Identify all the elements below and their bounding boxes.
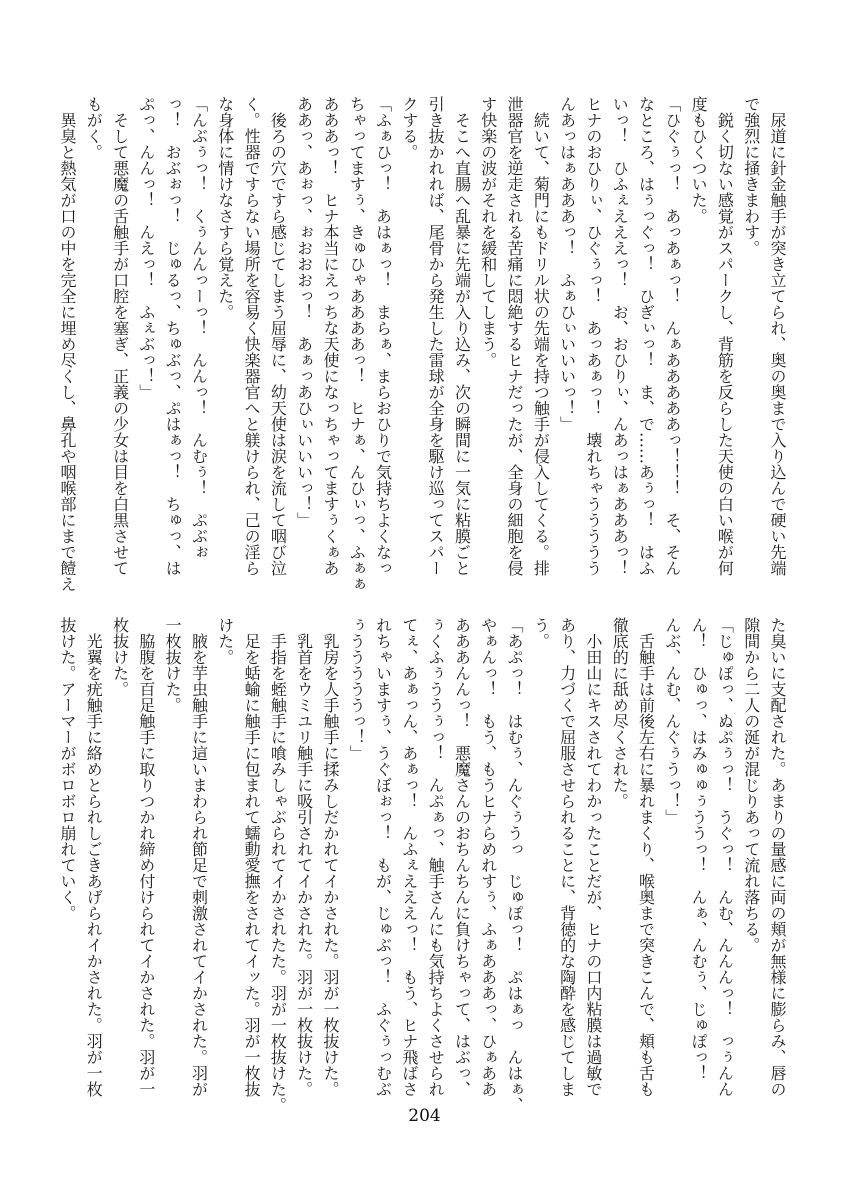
- text-column: っ！ おぶぉっ！ じゅるっ、ちゅぶっ、ぷはぁっ！ ちゅっ、は: [163, 96, 183, 576]
- text-column: やぁんっ！ もう、もうヒナらめれすぅ、ふぁあああっ、ひぁああ: [478, 617, 498, 1097]
- text-column: てぇ、あぁっん、あぁっ！ んふぇえええっ！ もう、ヒナ飛ばさ: [399, 617, 419, 1097]
- text-column: 光翼を疣触手に絡めとられしごきあげられイかされた。羽が一枚: [84, 617, 104, 1097]
- text-column: ヒナのおひりぃ、ひぐぅっ！ あっあぁっ！ 壊れちゃううううう: [583, 96, 603, 576]
- text-column: んあっはぁあああっ！ ふぁひぃいいいっ！」: [557, 96, 577, 432]
- text-column: もがく。: [84, 96, 104, 160]
- text-column: 手指を蛭触手に喰みしゃぶられてイかされたた。羽が一枚抜けた。: [268, 617, 288, 1113]
- text-column: 泄器官を逆走される苦痛に悶絶するヒナだったが、全身の細胞を侵: [505, 96, 525, 576]
- text-column: けた。: [215, 617, 235, 665]
- text-column: す快楽の波がそれを緩和してしまう。: [478, 96, 498, 368]
- text-column: ぅくふぅううぅっ！ んぷぁっ、触手さんにも気持ちよくさせられ: [426, 617, 446, 1097]
- text-column: ああっ、あぉっ、ぉおおおっ！ あぁっあひぃいいいっ！」: [294, 96, 314, 528]
- text-column: 抜けた。アーマーがボロボロ崩れていく。: [57, 617, 77, 921]
- text-column: そして悪魔の舌触手が口腔を塞ぎ、正義の少女は目を白黒させて: [110, 96, 130, 576]
- text-column: いっ！ ひふぇえええっ！ お、おひりぃ、んあっはぁあああっ！: [610, 96, 630, 576]
- text-column: れちゃいますぅ、うぐぼぉっ！ もが、じゅぶっ！ ふぐぅっむぶ: [373, 617, 393, 1097]
- text-column: 度もひくついた。: [689, 96, 709, 224]
- text-column: 異臭と熱気が口の中を完全に埋め尽くし、鼻孔や咽喉部にまで饐え: [57, 96, 77, 592]
- text-column: 続いて、菊門にもドリル状の先端を持つ触手が侵入してくる。排: [531, 96, 551, 576]
- text-column: ぅうううううっ！」: [347, 617, 367, 761]
- text-column: 「ひぐぅっ！ あっあぁっ！ んぁあああああっ！！！ そ、そん: [662, 96, 682, 576]
- text-column: 乳首をウミユリ触手に吸引されてイかされた。羽が一枚抜けた。: [294, 617, 314, 1097]
- text-column: あり、力づくで屈服させられることに、背徳的な陶酔を感じてしま: [557, 617, 577, 1097]
- text-column: 舌触手は前後左右に暴れまくり、喉奥まで突きこんで、頬も舌も: [636, 617, 656, 1097]
- text-column: く。性器ですらない場所を容易く快楽器官へと躾けられ、己の淫ら: [242, 96, 262, 576]
- text-column: 「じゅぽっ、ぬぷぅっ！ うぐっ！ んむ、んんんっ！ っぅんん: [715, 617, 735, 1097]
- text-column: 尿道に針金触手が突き立てられ、奥の奥まで入り込んで硬い先端: [768, 96, 787, 576]
- text-column: クする。: [399, 96, 419, 160]
- text-column: た臭いに支配された。あまりの量感に両の頬が無様に膨らみ、唇の: [768, 617, 787, 1097]
- text-column: 鋭く切ない感覚がスパークし、背筋を反らした天使の白い喉が何: [715, 96, 735, 576]
- text-column: 後ろの穴ですら感じてしまう屈辱に、幼天使は涙を流して咽び泣: [268, 96, 288, 576]
- text-column: あああんんっ！ 悪魔さんのおちんちんに負けちゃって、はぶっ、: [452, 617, 472, 1097]
- text-column: 乳房を人手触手に揉みしだかれてイかされた。羽が一枚抜けた。: [320, 617, 340, 1097]
- text-column: んぶ、んむ、んぐぅうっ！」: [662, 617, 682, 825]
- text-column: ちゃってますぅ、きゅひゃああああっ！ ヒナぁ、んひぃっ、ふぁぁ: [347, 96, 367, 592]
- text-column: ぷっ、んんっ！ んえっ！ ふぇぶっ！」: [136, 96, 156, 400]
- text-column: 「あぷっ！ はむぅ、んぐぅうっ じゅぽっ！ ぷはぁっ んはぁ、: [505, 617, 525, 1113]
- text-column: 足を蛞蝓に触手に包まれて蠕動愛撫をされてイッた。羽が一枚抜: [242, 617, 262, 1097]
- text-column: なところ、はぅっぐっ！ ひぎぃっ！ ま、で……あぅっ！ はふ: [636, 96, 656, 576]
- text-column: な身体に情けなさすら覚えた。: [215, 96, 235, 320]
- page-number: 204: [408, 1106, 441, 1126]
- text-column: ん！ ひゅっ、はみゅゅぅううっ！ んぁ、んむぅ、じゅぽっ！: [689, 617, 709, 1081]
- upper-text-block: [53, 96, 790, 592]
- text-column: で強烈に掻きまわす。: [741, 96, 761, 256]
- text-column: 一枚抜けた。: [163, 617, 183, 713]
- text-column: 脇腹を百足触手に取りつかれ締め付けられてイかされた。羽が一: [136, 617, 156, 1097]
- text-column: そこへ直腸へ乱暴に先端が入り込み、次の瞬間に一気に粘膜ごと: [452, 96, 472, 576]
- text-column: 徹底的に舐め尽くされた。: [610, 617, 630, 809]
- lower-text-block: [53, 617, 790, 1113]
- text-column: 小田山にキスされてわかったことだが、ヒナの口内粘膜は過敏で: [583, 617, 603, 1097]
- text-column: あああっ！ ヒナ本当にえっちな天使になっちゃってますぅくぁあ: [320, 96, 340, 576]
- text-column: う。: [531, 617, 551, 649]
- text-column: 枚抜けた。: [110, 617, 130, 697]
- text-column: 「んぶぅっ！ くぅんんっーっ！ んんっ！ んむぅ！ ぷぶぉ: [189, 96, 209, 560]
- text-column: 「ふぁひっ！ あはぁっ！ まらぁ、まらおひりで気持ちよくなっ: [373, 96, 393, 576]
- text-column: 腋を芋虫触手に這いまわられ節足で刺激されてイかされた。羽が: [189, 617, 209, 1097]
- text-column: 引き抜かれれば、尾骨から発生した雷球が全身を駆け巡ってスパー: [426, 96, 446, 576]
- text-column: 隙間から二人の涎が混じりあって流れ落ちる。: [741, 617, 761, 953]
